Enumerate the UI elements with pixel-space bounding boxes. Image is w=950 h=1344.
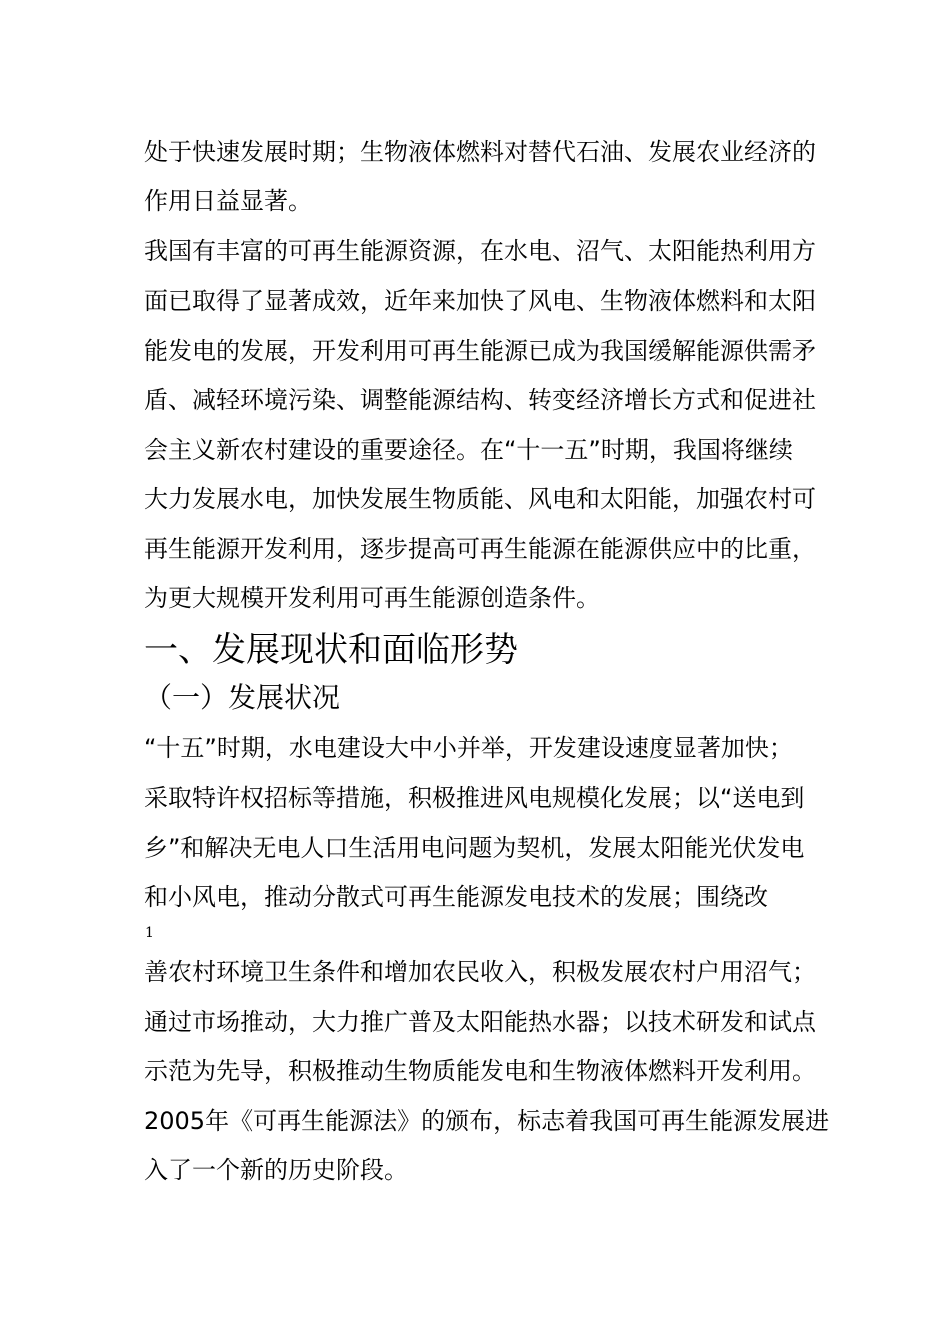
body-line: 示范为先导，积极推动生物质能发电和生物液体燃料开发利用。 <box>144 1057 816 1085</box>
body-line: 能发电的发展，开发利用可再生能源已成为我国缓解能源供需矛 <box>144 337 816 365</box>
body-line: 为更大规模开发利用可再生能源创造条件。 <box>144 584 600 612</box>
section-heading: 一、发展现状和面临形势 <box>144 630 518 670</box>
body-line: 乡”和解决无电人口生活用电问题为契机，发展太阳能光伏发电 <box>144 834 805 862</box>
body-line: 入了一个新的历史阶段。 <box>144 1156 408 1184</box>
body-line: 作用日益显著。 <box>144 187 312 215</box>
body-line: 再生能源开发利用，逐步提高可再生能源在能源供应中的比重， <box>144 535 816 563</box>
body-line: 采取特许权招标等措施，积极推进风电规模化发展；以“送电到 <box>144 784 805 812</box>
body-line: 善农村环境卫生条件和增加农民收入，积极发展农村户用沼气； <box>144 958 816 986</box>
body-line: 和小风电，推动分散式可再生能源发电技术的发展；围绕改 <box>144 883 768 911</box>
subsection-heading: （一）发展状况 <box>144 681 341 714</box>
body-line: 通过市场推动，大力推广普及太阳能热水器；以技术研发和试点 <box>144 1008 816 1036</box>
body-line: “十五”时期，水电建设大中小并举，开发建设速度显著加快； <box>144 734 793 762</box>
body-line: 处于快速发展时期；生物液体燃料对替代石油、发展农业经济的 <box>144 138 816 166</box>
page-number: 1 <box>145 925 154 941</box>
body-line: 大力发展水电，加快发展生物质能、风电和太阳能，加强农村可 <box>144 485 816 513</box>
body-line: 会主义新农村建设的重要途径。在“十一五”时期，我国将继续 <box>144 436 793 464</box>
body-line: 面已取得了显著成效，近年来加快了风电、生物液体燃料和太阳 <box>144 287 816 315</box>
body-line: 2005年《可再生能源法》的颁布，标志着我国可再生能源发展进 <box>144 1107 830 1135</box>
body-line: 盾、减轻环境污染、调整能源结构、转变经济增长方式和促进社 <box>144 386 816 414</box>
body-line: 我国有丰富的可再生能源资源，在水电、沼气、太阳能热利用方 <box>144 237 816 265</box>
